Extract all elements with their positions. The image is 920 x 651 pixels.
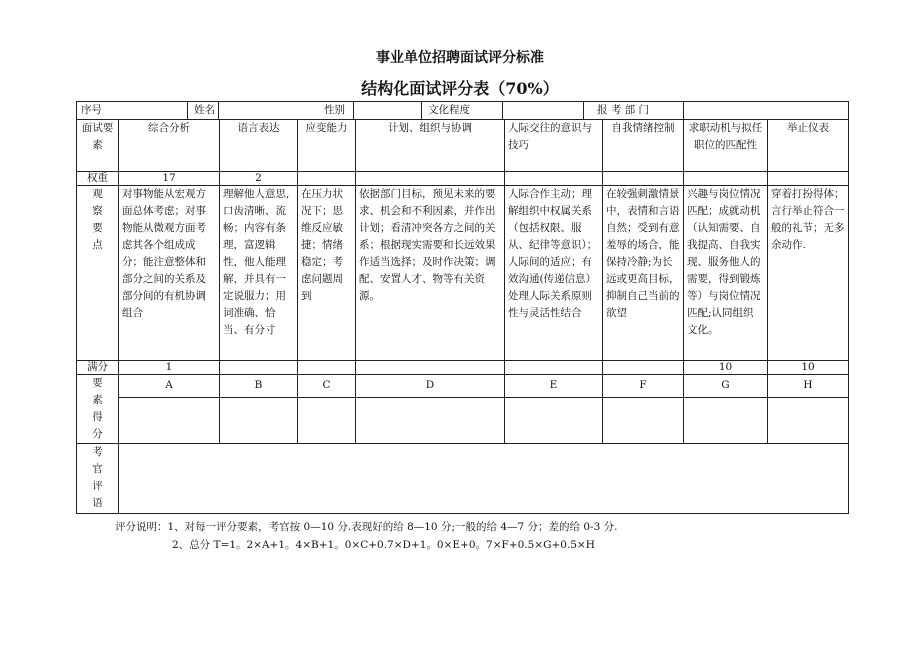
info-row — [77, 102, 849, 120]
observation-label: 观察要点 — [77, 186, 119, 361]
observation-item: 在较强刺激情景中，表情和言语自然；受到有意羞辱的场合，能保持冷静;为长远或更高目标，抑制自己当前的欲望 — [603, 186, 684, 361]
observation-item: 兴趣与岗位情况匹配；成就动机（认知需要、自我提高、自我实现、服务他人的需要，得到锻炼等）与岗位情况匹配;认同组织文化。 — [684, 186, 768, 361]
element-letter: E — [505, 375, 603, 398]
observation-item: 理解他人意思,口齿清晰、流畅；内容有条理，富逻辑性，他人能理解，并具有一定说服力；用词准确、恰当、有分寸 — [220, 186, 298, 361]
scoring-note-2: 2、总分 T=1。2×A+1。4×B+1。0×C+0.7×D+1。0×E+0。7×F+0.5×G+0.5×H — [172, 539, 595, 551]
header-item: 计划、组织与协调 — [356, 120, 505, 172]
full-score-value: 1 — [119, 361, 220, 375]
info-no-field[interactable] — [119, 102, 187, 119]
form-title: 结构化面试评分表（70%） — [361, 79, 559, 98]
weight-value — [505, 172, 603, 186]
info-gender-field[interactable] — [354, 102, 421, 119]
document-title: 事业单位招聘面试评分标准 — [376, 50, 544, 66]
score-input-e[interactable] — [505, 398, 603, 444]
weight-label: 权重 — [77, 172, 119, 186]
header-item: 语言表达 — [220, 120, 298, 172]
score-input-f[interactable] — [603, 398, 684, 444]
header-item: 自我情绪控制 — [603, 120, 684, 172]
element-letter: G — [684, 375, 768, 398]
info-no-label: 序号 — [81, 104, 102, 116]
info-divider-1 — [187, 102, 188, 119]
scoring-table — [76, 101, 849, 514]
score-input-c[interactable] — [298, 398, 356, 444]
weight-value — [298, 172, 356, 186]
element-score-label: 要素得分 — [77, 375, 119, 444]
header-item: 人际交往的意识与技巧 — [505, 120, 603, 172]
info-department-field[interactable] — [684, 102, 848, 119]
header-item: 求职动机与拟任职位的匹配性 — [684, 120, 768, 172]
observation-item: 对事物能从宏观方面总体考虑；对事物能从微观方面考虑其各个组成成分；能注意整体和部分之间的关系及部分间的有机协调组合 — [119, 186, 220, 361]
info-education-field[interactable] — [503, 102, 583, 119]
scoring-note-1: 评分说明：1、对每一评分要素，考官按 0—10 分.表现好的给 8—10 分;一般的给 4—7 分；差的给 0-3 分. — [115, 521, 618, 533]
observation-item: 依据部门目标，预见未来的要求、机会和不利因素，并作出计划；看清冲突各方之间的关系；根据现实需要和长远效果作适当选择；及时作决策；调配、安置人才、物等有关资源。 — [356, 186, 505, 361]
info-gender-label: 性别 — [324, 104, 345, 116]
weight-value: 2 — [220, 172, 298, 186]
info-name-label: 姓名 — [194, 104, 215, 116]
full-score-value: 10 — [684, 361, 768, 375]
full-score-value — [356, 361, 505, 375]
score-input-a[interactable] — [119, 398, 220, 444]
weight-value — [768, 172, 849, 186]
comments-label: 考官评语 — [77, 444, 119, 514]
observation-row — [77, 186, 849, 361]
element-letter: F — [603, 375, 684, 398]
header-item: 应变能力 — [298, 120, 356, 172]
header-row — [77, 120, 849, 172]
observation-item: 人际合作主动；理解组织中权属关系（包括权限、服从、纪律等意识）；人际间的适应；有效沟通(传递信息）处理人际关系原则性与灵活性结合 — [505, 186, 603, 361]
element-letter: H — [768, 375, 849, 398]
info-education-label: 文化程度 — [428, 104, 470, 116]
score-input-b[interactable] — [220, 398, 298, 444]
full-score-value — [505, 361, 603, 375]
observation-item: 穿着打扮得体；言行举止符合一般的礼节；无多余动作. — [768, 186, 849, 361]
score-input-g[interactable] — [684, 398, 768, 444]
full-score-label: 满分 — [77, 361, 119, 375]
full-score-row — [77, 361, 849, 375]
score-input-d[interactable] — [356, 398, 505, 444]
element-letter: B — [220, 375, 298, 398]
full-score-value — [298, 361, 356, 375]
comments-row — [77, 444, 849, 514]
header-label: 面试要素 — [77, 120, 119, 172]
element-letter: D — [356, 375, 505, 398]
info-divider-4 — [421, 102, 422, 119]
header-item: 综合分析 — [119, 120, 220, 172]
score-input-h[interactable] — [768, 398, 849, 444]
element-score-row — [77, 375, 849, 398]
element-letter: A — [119, 375, 220, 398]
weight-value — [684, 172, 768, 186]
comments-field[interactable] — [119, 444, 849, 514]
info-department-label: 报 考 部 门 — [597, 104, 650, 116]
weight-value — [356, 172, 505, 186]
info-divider-6 — [583, 102, 584, 119]
header-item: 举止仪表 — [768, 120, 849, 172]
element-score-input-row — [77, 398, 849, 444]
weight-value — [603, 172, 684, 186]
full-score-value — [220, 361, 298, 375]
full-score-value: 10 — [768, 361, 849, 375]
weight-row — [77, 172, 849, 186]
weight-value: 17 — [119, 172, 220, 186]
info-name-field[interactable] — [219, 102, 320, 119]
element-letter: C — [298, 375, 356, 398]
observation-item: 在压力状况下；思维反应敏捷；情绪稳定；考虑问题周到 — [298, 186, 356, 361]
full-score-value — [603, 361, 684, 375]
